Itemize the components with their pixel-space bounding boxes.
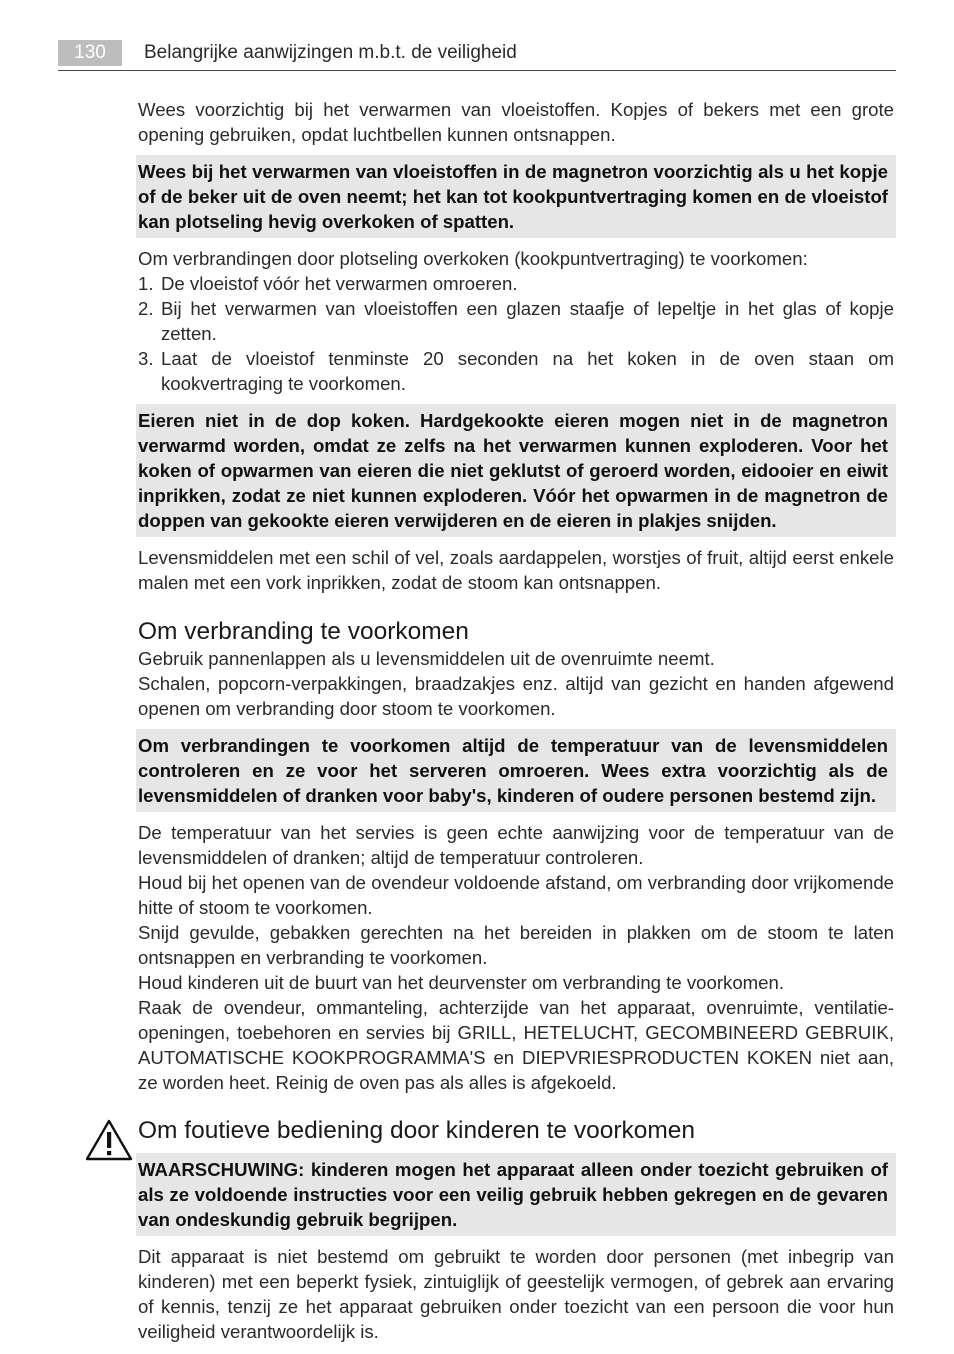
paragraph: Wees voorzichtig bij het verwarmen van vloeistoffen. Kopjes of bekers met een grote opening gebruiken, opdat luchtbellen kunnen ontsnappen. (138, 99, 894, 145)
warning-triangle-icon (84, 1118, 134, 1162)
list-item-text: De vloeistof vóór het verwarmen omroeren. (161, 273, 518, 294)
page-number: 130 (58, 40, 122, 66)
paragraph: Houd kinderen uit de buurt van het deurvenster om verbranding te voorkomen. (138, 972, 784, 993)
paragraph: Dit apparaat is niet bestemd om gebruikt te worden door personen (met inbegrip van kinderen) met een beperkt fysiek, zintuiglijk of geestelijk vermogen, of gebrek aan ervaring of kennis, tenzij ze het apparaat gebruiken onder toezicht van een persoon die voor hun veiligheid verantwoordelijk is. (138, 1246, 894, 1342)
list-item-text: Laat de vloeistof tenminste 20 seconden na het koken in de oven staan om kookvertraging te voorkomen. (161, 348, 894, 394)
paragraph: Snijd gevulde, gebakken gerechten na het bereiden in plakken om de stoom te laten ontsnappen en verbranding te voorkomen. (138, 922, 894, 968)
paragraph: Om verbrandingen door plotseling overkoken (kookpuntvertraging) te voorkomen: (138, 248, 808, 269)
paragraph: Schalen, popcorn-verpakkingen, braadzakjes enz. altijd van gezicht en handen afgewend openen om verbranding door stoom te voorkomen. (138, 673, 894, 719)
warning-text: Om verbrandingen te voorkomen altijd de temperatuur van de levensmiddelen controleren en ze voor het serveren omroeren. Wees extra voorzichtig als de levensmiddelen of dranken voor baby's, kinderen of oudere personen bestemd zijn. (138, 735, 888, 806)
warning-text: Eieren niet in de dop koken. Hardgekookte eieren mogen niet in de magnetron verwarmd worden, omdat ze zelfs na het verwarmen kunnen exploderen. Voor het koken of opwarmen van eieren die niet geklutst of geroerd worden, eidooier en eiwit inprikken, zodat ze niet kunnen exploderen. Vóór het opwarmen in de magnetron de doppen van gekookte eieren verwijderen en de eieren in plakjes snijden. (138, 410, 888, 531)
section-heading: Om verbranding te voorkomen (138, 618, 469, 645)
paragraph: De temperatuur van het servies is geen echte aanwijzing voor de temperatuur van de levensmiddelen of dranken; altijd de temperatuur controleren. (138, 822, 894, 868)
paragraph: Raak de ovendeur, ommanteling, achterzijde van het apparaat, ovenruimte, ventilatie-openingen, toebehoren en servies bij GRILL, HETELUCHT, GECOMBINEERD GEBRUIK, AUTOMATISCHE KOOKPROGRAMMA'S en DIEPVRIESPRODUCTEN KOKEN niet aan, ze worden heet. Reinig de oven pas als alles is afgekoeld. (138, 997, 894, 1093)
warning-box (136, 1153, 896, 1236)
list-item (138, 346, 894, 396)
paragraph: Gebruik pannenlappen als u levensmiddelen uit de ovenruimte neemt. (138, 648, 715, 669)
paragraph: Houd bij het openen van de ovendeur voldoende afstand, om verbranding door vrijkomende hitte of stoom te voorkomen. (138, 872, 894, 918)
list-item (138, 271, 894, 296)
list-item-text: Bij het verwarmen van vloeistoffen een glazen staafje of lepeltje in het glas of kopje zetten. (161, 298, 894, 344)
warning-text: Wees bij het verwarmen van vloeistoffen in de magnetron voorzichtig als u het kopje of de beker uit de oven neemt; het kan tot kookpuntvertraging komen en de vloeistof kan plotseling hevig overkoken of spatten. (138, 161, 888, 232)
section-heading: Om foutieve bediening door kinderen te voorkomen (138, 1117, 696, 1144)
page-header (58, 40, 896, 71)
warning-box (136, 729, 896, 812)
list-number: 1. (138, 273, 154, 294)
running-title: Belangrijke aanwijzingen m.b.t. de veiligheid (144, 42, 517, 63)
warning-box (136, 155, 896, 238)
list-number: 2. (138, 298, 154, 319)
warning-text: WAARSCHUWING: kinderen mogen het apparaat alleen onder toezicht gebruiken of als ze voldoende instructies voor een veilig gebruik hebben gekregen en de gevaren van ondeskundig gebruik begrijpen. (138, 1159, 888, 1230)
numbered-list (138, 271, 894, 396)
list-item (138, 296, 894, 346)
warning-box (136, 404, 896, 537)
paragraph: Levensmiddelen met een schil of vel, zoals aardappelen, worstjes of fruit, altijd eerst enkele malen met een vork inprikken, zodat de stoom kan ontsnappen. (138, 547, 894, 593)
list-number: 3. (138, 348, 154, 369)
page-content (138, 97, 894, 1344)
